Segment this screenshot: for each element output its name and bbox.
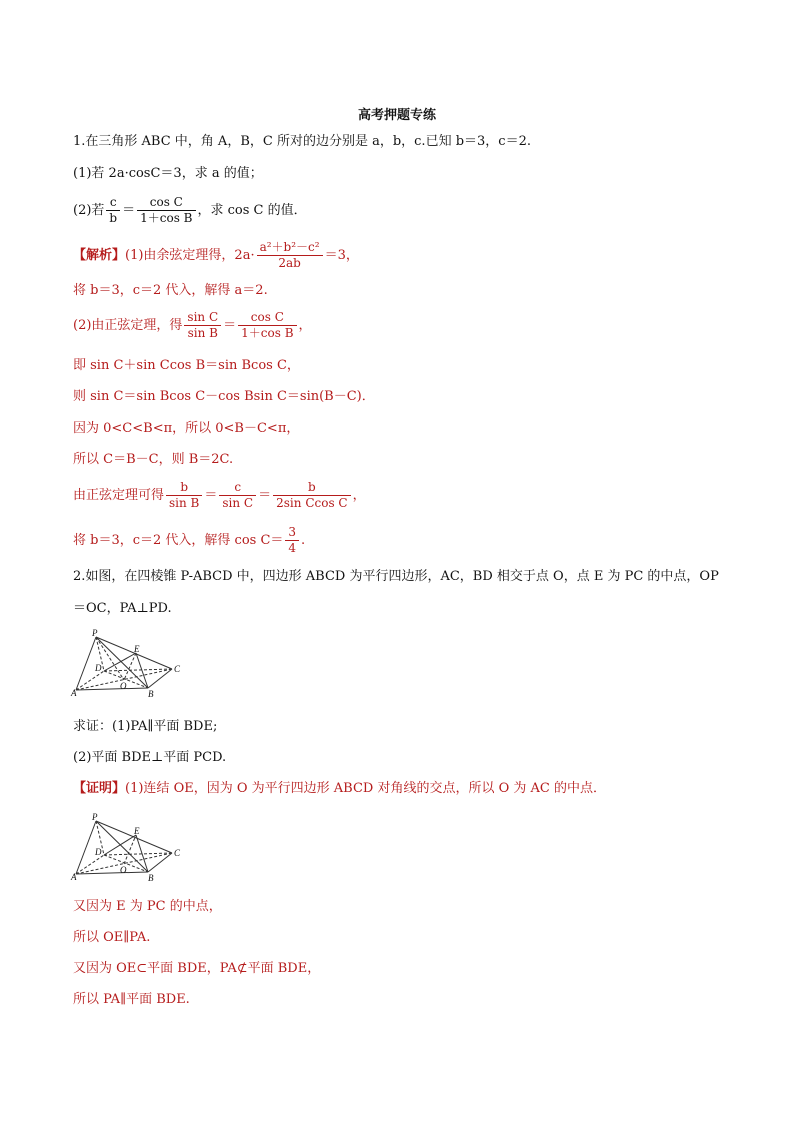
sol2-line1: 【证明】(1)连结 OE，因为 O 为平行四边形 ABCD 对角线的交点，所以 O 为 AC 的中点． [73,781,606,796]
sol2-line3: 所以 OE∥PA. [73,930,151,945]
sol1-line2: 将 b＝3，c＝2 代入，解得 a＝2. [73,283,268,298]
label-D: D [95,663,102,673]
label-B: B [148,689,154,699]
label-C: C [174,664,181,674]
label-E: E [134,826,140,836]
proof-tag: 【证明】 [73,781,126,796]
sol1-line5: 则 sin C＝sin Bcos C－cos Bsin C＝sin(B－C)． [73,389,375,404]
pyramid-figure-1 [70,628,190,700]
label-P: P [92,628,98,638]
prove-part2: (2)平面 BDE⊥平面 PCD. [73,750,227,765]
label-O: O [120,681,127,691]
sol2-line5: 所以 PA∥平面 BDE. [73,992,190,1007]
q1-part2: (2)若 $\frac{c}{b}$ ＝ $\frac{\text{cos C}}{\text{1＋cos B}}$ ，求 cos C 的值． [73,195,307,225]
sol1-line9: 将 b＝3，c＝2 代入，解得 cos C＝ $\frac{3}{4}$ . [73,525,306,555]
label-E: E [134,644,140,654]
q2-line2: ＝OC，PA⊥PD. [73,601,172,616]
sol1-line3: (2)由正弦定理，得 $\frac{\text{sin C}}{\text{sin B}}$ ＝ $\frac{\text{cos C}}{\text{1＋cos B}}$ ， [73,310,312,340]
analysis-tag: 【解析】 [73,248,126,263]
sol1-line6: 因为 0<C<B<π，所以 0<B－C<π， [73,421,300,436]
q2-line1: 2.如图，在四棱锥 P-ABCD 中，四边形 ABCD 为平行四边形，AC，BD 相交于点 O，点 E 为 PC 的中点，OP [73,569,719,584]
sol1-line4: 即 sin C＋sin Ccos B＝sin Bcos C， [73,358,300,373]
sol2-line4: 又因为 OE⊂平面 BDE，PA⊄平面 BDE， [73,961,321,976]
page-title: 高考押题专练 [357,108,436,123]
label-D: D [95,847,102,857]
label-A: A [71,872,77,882]
label-A: A [71,688,77,698]
sol1-line1: 【解析】(1)由余弦定理得，2a· $\frac{\text{a²＋b²－c²}}{2ab}$ ＝3， [73,240,359,270]
label-B: B [148,873,154,883]
q1-part1: (1)若 2a·cosC＝3，求 a 的值； [73,166,263,181]
label-C: C [174,848,181,858]
sol1-line7: 所以 C＝B－C，则 B＝2C. [73,452,234,467]
pyramid-figure-2 [70,812,190,884]
prove-part1: 求证：(1)PA∥平面 BDE; [73,719,218,734]
q1-stem: 1.在三角形 ABC 中，角 A，B，C 所对的边分别是 a，b，c.已知 b＝3，c＝2. [73,134,531,149]
sol1-line8: 由正弦定理可得 $\frac{b}{\text{sin B}}$ ＝ $\frac{c}{\text{sin C}}$ ＝ $\frac{b}{\text{2sin Ccos C}}$ ， [73,480,366,510]
sol2-line2: 又因为 E 为 PC 的中点， [73,899,222,914]
label-O: O [120,865,127,875]
label-P: P [92,812,98,822]
